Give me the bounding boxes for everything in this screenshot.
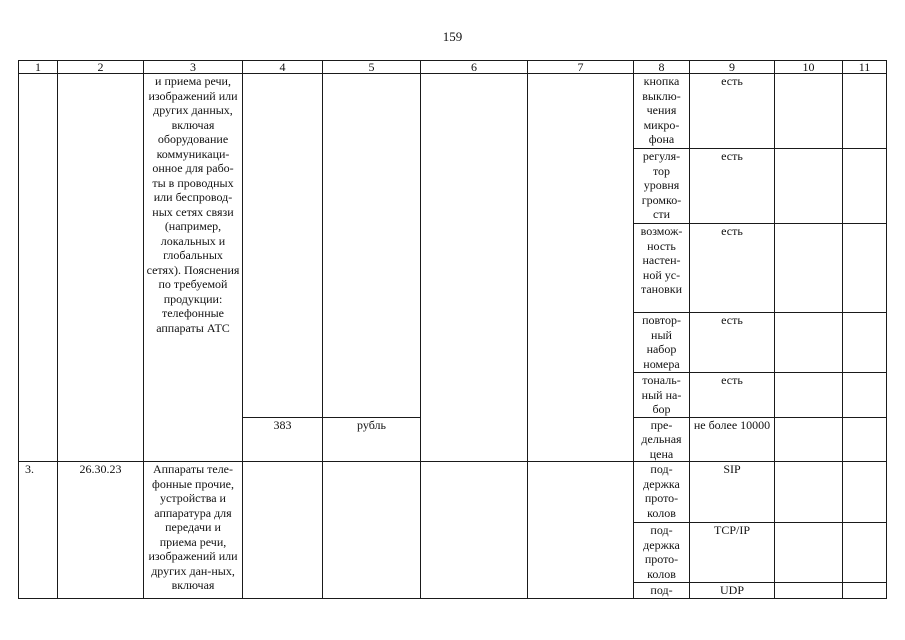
col-header-11: 11 [843, 61, 887, 74]
col11-cell [843, 74, 887, 149]
col11-cell [843, 313, 887, 373]
characteristic-cell: регуля-тор уровня громко-сти [634, 149, 690, 224]
product-name-cell: Аппараты теле-фонные прочие, устройства и аппаратура для передачи и приема речи, изображений или других дан-ных, включая [144, 462, 243, 599]
col7-cell [528, 74, 634, 462]
col-header-1: 1 [19, 61, 58, 74]
col-header-8: 8 [634, 61, 690, 74]
col10-cell [775, 523, 843, 583]
col-header-9: 9 [690, 61, 775, 74]
value-cell: TCP/IP [690, 523, 775, 583]
product-name-cell: и приема речи, изображений или других данных, включая оборудование коммуникаци-онное для рабо-ты в проводных или беспровод-ных сетях связи (например, локальных и глобальных сетях). Пояснения по требуемой продукции: телефонные аппараты АТС [144, 74, 243, 462]
table-row [19, 74, 887, 149]
col11-cell [843, 224, 887, 313]
characteristic-cell: тональ-ный на-бор [634, 373, 690, 418]
specification-table [18, 60, 887, 599]
col-header-3: 3 [144, 61, 243, 74]
col10-cell [775, 417, 843, 462]
col10-cell [775, 224, 843, 313]
characteristic-cell: под-держка прото-колов [634, 523, 690, 583]
col10-cell [775, 149, 843, 224]
col11-cell [843, 462, 887, 523]
col6-cell [421, 74, 528, 462]
col10-cell [775, 462, 843, 523]
col6-cell [421, 462, 528, 599]
col11-cell [843, 373, 887, 418]
value-cell: есть [690, 149, 775, 224]
characteristic-cell: пре-дельная цена [634, 417, 690, 462]
value-cell: есть [690, 74, 775, 149]
col10-cell [775, 583, 843, 599]
col11-cell [843, 417, 887, 462]
okei-code-cell [243, 462, 323, 599]
col11-cell [843, 149, 887, 224]
col10-cell [775, 373, 843, 418]
col-header-10: 10 [775, 61, 843, 74]
col-header-6: 6 [421, 61, 528, 74]
okpd-code-cell [58, 74, 144, 462]
value-cell: есть [690, 373, 775, 418]
col7-cell [528, 462, 634, 599]
value-cell: не более 10000 [690, 417, 775, 462]
value-cell: есть [690, 313, 775, 373]
characteristic-cell: возмож-ность настен-ной ус-тановки [634, 224, 690, 313]
value-cell: SIP [690, 462, 775, 523]
value-cell: есть [690, 224, 775, 313]
unit-cell [323, 74, 421, 418]
col10-cell [775, 74, 843, 149]
unit-cell: рубль [323, 417, 421, 462]
table-row [19, 462, 887, 523]
header-row [19, 61, 887, 74]
okei-code-cell [243, 74, 323, 418]
characteristic-cell: повтор-ный набор номера [634, 313, 690, 373]
value-cell: UDP [690, 583, 775, 599]
okpd-code-cell: 26.30.23 [58, 462, 144, 599]
col11-cell [843, 583, 887, 599]
page-number: 159 [442, 29, 463, 44]
col10-cell [775, 313, 843, 373]
row-number-cell [19, 74, 58, 462]
okei-code-cell: 383 [243, 417, 323, 462]
col-header-5: 5 [323, 61, 421, 74]
col-header-2: 2 [58, 61, 144, 74]
col-header-7: 7 [528, 61, 634, 74]
characteristic-cell: под-держка прото-колов [634, 462, 690, 523]
col-header-4: 4 [243, 61, 323, 74]
unit-cell [323, 462, 421, 599]
characteristic-cell: под- [634, 583, 690, 599]
row-number-cell: 3. [19, 462, 58, 599]
col11-cell [843, 523, 887, 583]
characteristic-cell: кнопка выклю-чения микро-фона [634, 74, 690, 149]
